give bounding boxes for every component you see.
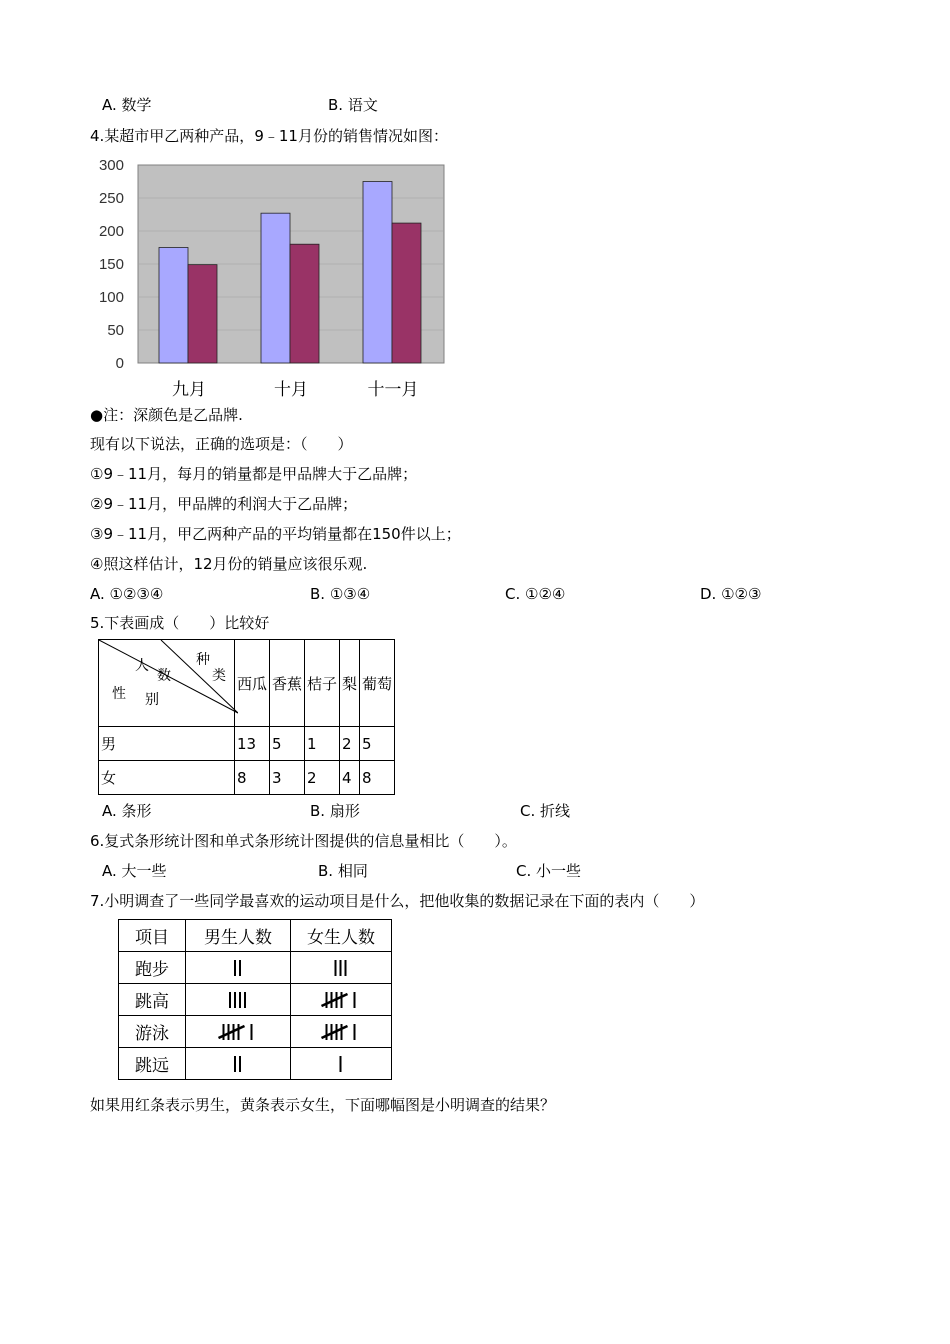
- q6-option-a[interactable]: A. 大一些: [102, 862, 167, 880]
- tally-cell: [186, 1016, 291, 1048]
- table-cell: 13: [235, 727, 270, 761]
- q4-option-a[interactable]: A. ①②③④: [90, 585, 164, 603]
- column-header: 香蕉: [270, 640, 305, 727]
- q7-followup: 如果用红条表示男生，黄条表示女生，下面哪幅图是小明调查的结果？: [90, 1096, 556, 1114]
- table-cell: 5: [270, 727, 305, 761]
- x-category-label: 十一月: [367, 380, 419, 400]
- q4-statement-3: ③9﹣11月，甲乙两种产品的平均销量都在150件以上；: [90, 525, 461, 543]
- y-tick-label: 250: [98, 190, 124, 207]
- q4-stem: 4.某超市甲乙两种产品，9﹣11月份的销售情况如图：: [90, 127, 448, 145]
- diag-label-bie: 别: [145, 692, 159, 708]
- bar: [188, 265, 217, 363]
- tally-marks: [311, 1053, 371, 1075]
- q4-option-b[interactable]: B. ①③④: [310, 585, 371, 603]
- table-cell: 5: [360, 727, 395, 761]
- column-header: 桔子: [305, 640, 340, 727]
- tally-table: [118, 919, 392, 1080]
- q7-stem: 7.小明调查了一些同学最喜欢的运动项目是什么，把他收集的数据记录在下面的表内（ ）: [90, 892, 705, 910]
- bar: [392, 223, 421, 363]
- bar: [261, 213, 290, 363]
- table-cell: 2: [305, 761, 340, 795]
- diag-label-zhong: 种: [196, 652, 210, 668]
- diagonal-header-cell: [99, 640, 235, 727]
- column-header: 梨: [340, 640, 360, 727]
- table-cell: 1: [305, 727, 340, 761]
- tally-stroke: [322, 994, 348, 1006]
- table-cell: 2: [340, 727, 360, 761]
- q3-option-b[interactable]: B. 语文: [328, 96, 378, 114]
- tally-cell: [291, 1048, 392, 1080]
- diag-label-ren: 人: [135, 658, 149, 674]
- q4-option-d[interactable]: D. ①②③: [700, 585, 762, 603]
- tally-stroke: [219, 1026, 245, 1038]
- row-label: 跳高: [119, 984, 186, 1016]
- table-cell: 3: [270, 761, 305, 795]
- tally-cell: [291, 984, 392, 1016]
- y-tick-label: 0: [115, 355, 124, 372]
- bar: [159, 248, 188, 364]
- diag-label-shu: 数: [157, 668, 171, 684]
- row-label: 游泳: [119, 1016, 186, 1048]
- column-header: 西瓜: [235, 640, 270, 727]
- bar: [290, 244, 319, 363]
- table-cell: 8: [360, 761, 395, 795]
- tally-marks: [311, 989, 371, 1011]
- row-label: 男: [99, 727, 235, 761]
- tally-cell: [291, 1016, 392, 1048]
- tally-marks: [311, 957, 371, 979]
- q4-statement-2: ②9﹣11月，甲品牌的利润大于乙品牌；: [90, 495, 358, 513]
- tally-cell: [186, 1048, 291, 1080]
- tally-marks: [311, 1021, 371, 1043]
- tally-cell: [291, 952, 392, 984]
- q5-option-a[interactable]: A. 条形: [102, 802, 152, 820]
- row-label: 跳远: [119, 1048, 186, 1080]
- q4-note: ●注：深颜色是乙品牌.: [90, 406, 243, 424]
- q5-option-c[interactable]: C. 折线: [520, 802, 571, 820]
- q6-stem: 6.复式条形统计图和单式条形统计图提供的信息量相比（ ）。: [90, 832, 517, 850]
- bar-chart: [88, 155, 458, 405]
- column-header: 葡萄: [360, 640, 395, 727]
- y-tick-label: 150: [98, 256, 124, 273]
- x-category-label: 十月: [274, 380, 308, 400]
- fruit-table: [98, 639, 395, 795]
- q4-prompt: 现有以下说法，正确的选项是：（ ）: [90, 435, 353, 453]
- tally-marks: [208, 957, 268, 979]
- table-cell: 8: [235, 761, 270, 795]
- q3-option-a[interactable]: A. 数学: [102, 96, 152, 114]
- q4-option-c[interactable]: C. ①②④: [505, 585, 566, 603]
- column-header: 男生人数: [186, 920, 291, 952]
- q5-stem: 5.下表画成（ ）比较好: [90, 614, 270, 632]
- column-header: 项目: [119, 920, 186, 952]
- q5-option-b[interactable]: B. 扇形: [310, 802, 360, 820]
- diag-label-xing: 性: [112, 686, 126, 702]
- q6-option-c[interactable]: C. 小一些: [516, 862, 582, 880]
- tally-marks: [208, 1053, 268, 1075]
- diag-label-lei: 类: [212, 668, 226, 684]
- tally-marks: [208, 1021, 268, 1043]
- row-label: 女: [99, 761, 235, 795]
- column-header: 女生人数: [291, 920, 392, 952]
- tally-marks: [208, 989, 268, 1011]
- q4-statement-4: ④照这样估计，12月份的销量应该很乐观.: [90, 555, 368, 573]
- tally-cell: [186, 984, 291, 1016]
- row-label: 跑步: [119, 952, 186, 984]
- bar: [363, 182, 392, 364]
- q6-option-b[interactable]: B. 相同: [318, 862, 368, 880]
- tally-cell: [186, 952, 291, 984]
- y-tick-label: 100: [98, 289, 124, 306]
- y-tick-label: 50: [107, 322, 124, 339]
- tally-stroke: [322, 1026, 348, 1038]
- x-category-label: 九月: [172, 380, 206, 400]
- y-tick-label: 300: [98, 157, 124, 174]
- y-tick-label: 200: [98, 223, 124, 240]
- table-cell: 4: [340, 761, 360, 795]
- q4-statement-1: ①9﹣11月，每月的销量都是甲品牌大于乙品牌；: [90, 465, 418, 483]
